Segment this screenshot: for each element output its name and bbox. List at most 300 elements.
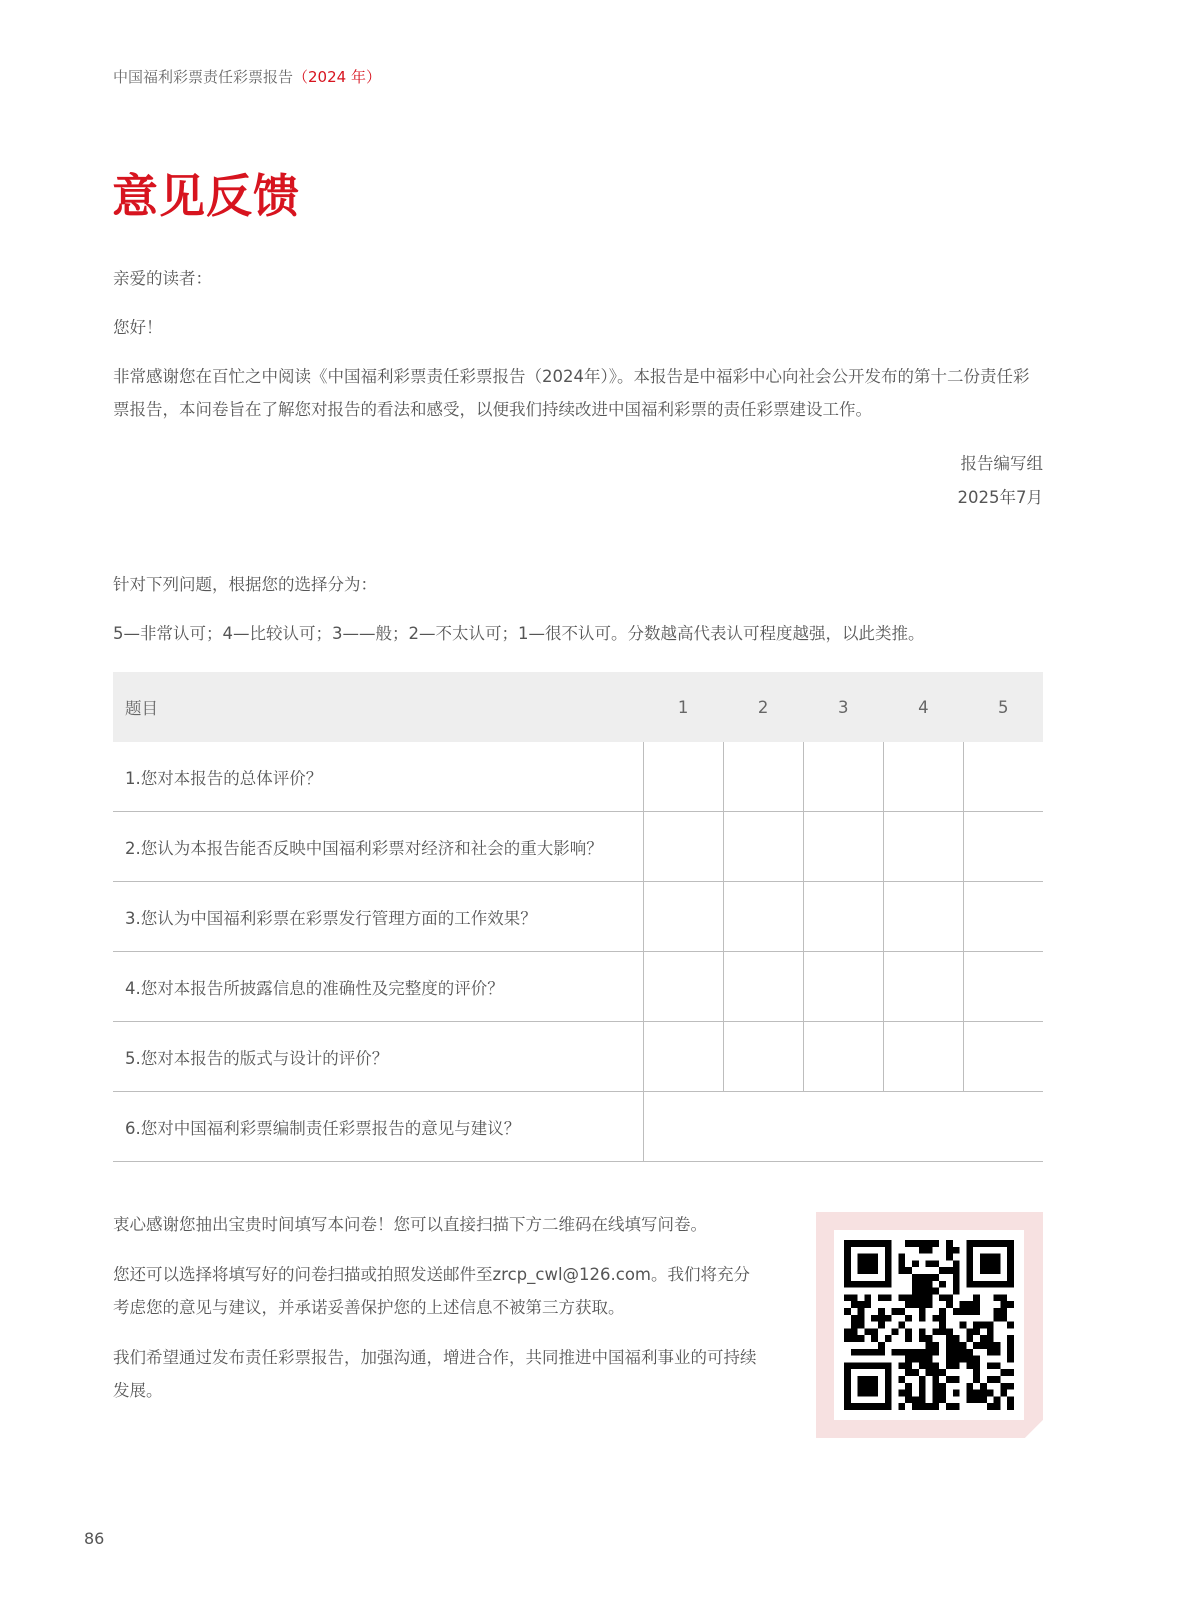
qr-module	[939, 1267, 946, 1274]
qr-module	[926, 1335, 933, 1342]
score-cell[interactable]	[803, 1022, 883, 1092]
qr-module	[1007, 1240, 1014, 1247]
qr-module	[905, 1369, 912, 1376]
qr-module	[973, 1376, 980, 1383]
qr-module	[926, 1281, 933, 1288]
qr-module	[932, 1396, 939, 1403]
qr-module	[973, 1328, 980, 1335]
qr-module	[960, 1322, 967, 1329]
qr-module	[939, 1383, 946, 1390]
qr-module	[912, 1274, 919, 1281]
qr-module	[973, 1240, 980, 1247]
score-cell[interactable]	[963, 1022, 1043, 1092]
qr-module	[885, 1294, 892, 1301]
qr-module	[953, 1274, 960, 1281]
qr-module	[878, 1349, 885, 1356]
qr-module	[905, 1349, 912, 1356]
qr-module	[851, 1335, 858, 1342]
qr-module	[844, 1390, 851, 1397]
qr-module	[926, 1369, 933, 1376]
qr-module	[912, 1281, 919, 1288]
qr-module	[1007, 1274, 1014, 1281]
qr-module	[946, 1356, 953, 1363]
qr-module	[864, 1403, 871, 1410]
qr-module	[973, 1294, 980, 1301]
qr-module	[973, 1308, 980, 1315]
question-2: 2.您认为本报告能否反映中国福利彩票对经济和社会的重大影响？	[113, 812, 643, 882]
qr-module	[898, 1254, 905, 1261]
qr-module	[1007, 1260, 1014, 1267]
qr-module	[919, 1349, 926, 1356]
qr-module	[898, 1349, 905, 1356]
table-row	[113, 812, 1043, 882]
score-header-3: 3	[803, 672, 883, 742]
qr-module	[946, 1362, 953, 1369]
qr-module	[912, 1356, 919, 1363]
qr-module	[966, 1362, 973, 1369]
qr-module	[871, 1281, 878, 1288]
qr-module	[851, 1322, 858, 1329]
qr-module	[926, 1240, 933, 1247]
qr-module	[885, 1260, 892, 1267]
qr-module	[960, 1349, 967, 1356]
qr-module	[919, 1328, 926, 1335]
qr-module	[946, 1247, 953, 1254]
survey-table	[113, 672, 1043, 1162]
qr-module	[864, 1260, 871, 1267]
signature-date: 2025年7月	[957, 488, 1043, 507]
qr-module	[980, 1383, 987, 1390]
qr-module	[844, 1362, 851, 1369]
qr-module	[980, 1322, 987, 1329]
qr-module	[926, 1403, 933, 1410]
qr-module	[953, 1335, 960, 1342]
qr-module	[966, 1260, 973, 1267]
qr-module	[919, 1301, 926, 1308]
question-column-header: 题目	[113, 672, 643, 742]
qr-module	[980, 1342, 987, 1349]
qr-module	[898, 1376, 905, 1383]
qr-module	[994, 1396, 1001, 1403]
qr-module	[1000, 1308, 1007, 1315]
score-cell[interactable]	[723, 882, 803, 952]
qr-module	[939, 1390, 946, 1397]
question-5: 5.您对本报告的版式与设计的评价？	[113, 1022, 643, 1092]
qr-module	[953, 1281, 960, 1288]
closing-paragraph-3: 我们希望通过发布责任彩票报告，加强沟通，增进合作，共同推进中国福利事业的可持续发展。	[113, 1348, 757, 1400]
qr-module	[1007, 1383, 1014, 1390]
qr-module	[905, 1390, 912, 1397]
qr-module	[946, 1342, 953, 1349]
qr-module	[892, 1349, 899, 1356]
qr-module	[932, 1376, 939, 1383]
qr-module	[898, 1362, 905, 1369]
qr-module	[946, 1267, 953, 1274]
table-row	[113, 952, 1043, 1022]
qr-module	[994, 1315, 1001, 1322]
score-cell[interactable]	[883, 812, 963, 882]
qr-module	[980, 1267, 987, 1274]
qr-module	[885, 1267, 892, 1274]
qr-module	[980, 1254, 987, 1261]
qr-module	[946, 1294, 953, 1301]
qr-module	[939, 1315, 946, 1322]
question-1: 1.您对本报告的总体评价？	[113, 742, 643, 812]
qr-module	[912, 1260, 919, 1267]
qr-module	[844, 1403, 851, 1410]
score-cell[interactable]	[803, 742, 883, 812]
qr-module	[912, 1369, 919, 1376]
qr-module	[919, 1383, 926, 1390]
qr-module	[864, 1376, 871, 1383]
qr-module	[871, 1362, 878, 1369]
qr-module	[1007, 1301, 1014, 1308]
qr-module	[871, 1335, 878, 1342]
closing-paragraph-1: 衷心感谢您抽出宝贵时间填写本问卷！您可以直接扫描下方二维码在线填写问卷。	[113, 1215, 707, 1234]
instructions-line2: 5—非常认可；4—比较认可；3——般；2—不太认可；1—很不认可。分数越高代表认可程度越强，以此类推。	[113, 624, 925, 643]
qr-module	[898, 1260, 905, 1267]
running-header	[113, 66, 381, 87]
qr-module	[994, 1403, 1001, 1410]
qr-module	[885, 1315, 892, 1322]
qr-module	[844, 1274, 851, 1281]
header-title: 中国福利彩票责任彩票报告	[113, 68, 294, 86]
qr-module	[905, 1328, 912, 1335]
qr-module	[864, 1281, 871, 1288]
qr-module	[926, 1288, 933, 1295]
qr-module	[966, 1281, 973, 1288]
qr-module	[953, 1247, 960, 1254]
qr-module	[953, 1260, 960, 1267]
score-cell[interactable]	[643, 1022, 723, 1092]
qr-module	[844, 1328, 851, 1335]
qr-module	[919, 1294, 926, 1301]
qr-module	[987, 1335, 994, 1342]
qr-module	[946, 1335, 953, 1342]
qr-module	[905, 1335, 912, 1342]
table-row	[113, 1092, 1043, 1162]
qr-module	[939, 1308, 946, 1315]
qr-module	[885, 1403, 892, 1410]
qr-module	[844, 1383, 851, 1390]
qr-module	[973, 1362, 980, 1369]
qr-module	[932, 1403, 939, 1410]
qr-module	[871, 1315, 878, 1322]
qr-module	[844, 1240, 851, 1247]
qr-module	[858, 1390, 865, 1397]
score-cell[interactable]	[643, 742, 723, 812]
qr-module	[1000, 1294, 1007, 1301]
qr-module	[987, 1342, 994, 1349]
question-4: 4.您对本报告所披露信息的准确性及完整度的评价？	[113, 952, 643, 1022]
qr-module	[966, 1254, 973, 1261]
table-row	[113, 742, 1043, 812]
qr-module	[994, 1362, 1001, 1369]
qr-module	[858, 1376, 865, 1383]
qr-module	[966, 1274, 973, 1281]
qr-module	[946, 1349, 953, 1356]
qr-module	[1007, 1356, 1014, 1363]
closing-section	[113, 1208, 763, 1424]
qr-module	[932, 1288, 939, 1295]
score-cell[interactable]	[963, 812, 1043, 882]
qr-module	[932, 1362, 939, 1369]
qr-module	[994, 1240, 1001, 1247]
signature-org: 报告编写组	[960, 454, 1043, 473]
qr-module	[932, 1369, 939, 1376]
qr-module	[966, 1356, 973, 1363]
qr-module	[1007, 1335, 1014, 1342]
qr-module	[864, 1254, 871, 1261]
qr-module	[919, 1308, 926, 1315]
qr-module	[946, 1403, 953, 1410]
qr-module	[919, 1362, 926, 1369]
qr-module	[1007, 1342, 1014, 1349]
qr-module	[905, 1240, 912, 1247]
qr-module	[953, 1288, 960, 1295]
qr-module	[919, 1240, 926, 1247]
qr-module	[1000, 1369, 1007, 1376]
qr-module	[844, 1260, 851, 1267]
qr-module	[939, 1396, 946, 1403]
qr-module	[939, 1294, 946, 1301]
score-cell[interactable]	[803, 882, 883, 952]
qr-module	[858, 1349, 865, 1356]
qr-module	[858, 1322, 865, 1329]
qr-module	[932, 1315, 939, 1322]
qr-module	[858, 1362, 865, 1369]
qr-module	[898, 1403, 905, 1410]
qr-module	[912, 1288, 919, 1295]
score-header-5: 5	[963, 672, 1043, 742]
qr-module	[851, 1281, 858, 1288]
qr-module	[1007, 1322, 1014, 1329]
qr-module	[926, 1349, 933, 1356]
qr-module	[844, 1369, 851, 1376]
qr-module	[1007, 1403, 1014, 1410]
qr-module	[960, 1342, 967, 1349]
qr-module	[953, 1342, 960, 1349]
score-cell[interactable]	[803, 812, 883, 882]
qr-module	[858, 1301, 865, 1308]
qr-module	[966, 1383, 973, 1390]
qr-module	[898, 1390, 905, 1397]
qr-module	[912, 1349, 919, 1356]
score-cell[interactable]	[963, 952, 1043, 1022]
qr-module	[912, 1396, 919, 1403]
qr-module	[987, 1362, 994, 1369]
qr-module	[905, 1294, 912, 1301]
qr-module	[987, 1322, 994, 1329]
qr-module	[844, 1247, 851, 1254]
qr-module	[892, 1328, 899, 1335]
qr-module	[980, 1390, 987, 1397]
qr-module	[932, 1260, 939, 1267]
qr-module	[878, 1362, 885, 1369]
qr-module	[953, 1267, 960, 1274]
qr-module	[858, 1240, 865, 1247]
qr-module	[898, 1294, 905, 1301]
qr-module	[1000, 1240, 1007, 1247]
qr-module	[953, 1390, 960, 1397]
qr-module	[912, 1301, 919, 1308]
qr-module	[1000, 1301, 1007, 1308]
qr-module	[878, 1342, 885, 1349]
qr-module	[919, 1390, 926, 1397]
qr-module	[858, 1403, 865, 1410]
qr-module	[987, 1376, 994, 1383]
qr-module	[885, 1396, 892, 1403]
qr-module	[871, 1328, 878, 1335]
qr-module	[851, 1403, 858, 1410]
qr-module	[939, 1328, 946, 1335]
qr-module	[932, 1390, 939, 1397]
qr-module	[966, 1390, 973, 1397]
score-cell[interactable]	[883, 952, 963, 1022]
qr-module	[973, 1281, 980, 1288]
table-row	[113, 882, 1043, 952]
qr-module	[966, 1247, 973, 1254]
qr-module	[987, 1254, 994, 1261]
qr-module	[994, 1342, 1001, 1349]
qr-code-icon[interactable]	[834, 1230, 1024, 1420]
qr-module	[844, 1267, 851, 1274]
score-header-1: 1	[643, 672, 723, 742]
qr-module	[1007, 1369, 1014, 1376]
qr-module	[980, 1396, 987, 1403]
qr-module	[973, 1342, 980, 1349]
qr-module	[987, 1390, 994, 1397]
qr-module	[885, 1369, 892, 1376]
qr-module	[973, 1301, 980, 1308]
score-cell[interactable]	[723, 812, 803, 882]
score-cell[interactable]	[723, 1022, 803, 1092]
score-cell[interactable]	[963, 882, 1043, 952]
qr-module	[864, 1383, 871, 1390]
table-row	[113, 1022, 1043, 1092]
score-header-2: 2	[723, 672, 803, 742]
qr-module	[878, 1240, 885, 1247]
qr-module	[858, 1308, 865, 1315]
qr-module	[919, 1356, 926, 1363]
qr-module	[905, 1362, 912, 1369]
page-title: 意见反馈	[112, 169, 300, 223]
qr-module	[973, 1369, 980, 1376]
qr-module	[905, 1356, 912, 1363]
qr-module	[851, 1315, 858, 1322]
qr-module	[844, 1254, 851, 1261]
qr-module	[851, 1301, 858, 1308]
qr-module	[864, 1349, 871, 1356]
qr-module	[851, 1349, 858, 1356]
score-cell[interactable]	[643, 952, 723, 1022]
qr-module	[885, 1362, 892, 1369]
qr-module	[953, 1356, 960, 1363]
qr-module	[987, 1349, 994, 1356]
qr-module	[987, 1240, 994, 1247]
qr-module	[864, 1390, 871, 1397]
qr-module	[1007, 1349, 1014, 1356]
qr-module	[844, 1281, 851, 1288]
qr-module	[966, 1349, 973, 1356]
qr-module	[960, 1356, 967, 1363]
qr-module	[987, 1328, 994, 1335]
score-cell[interactable]	[963, 742, 1043, 812]
qr-module	[919, 1315, 926, 1322]
score-cell[interactable]	[883, 1022, 963, 1092]
qr-module	[905, 1315, 912, 1322]
qr-module	[966, 1396, 973, 1403]
qr-module	[926, 1362, 933, 1369]
greeting: 亲爱的读者：	[113, 269, 212, 288]
qr-module	[946, 1240, 953, 1247]
qr-module	[851, 1294, 858, 1301]
qr-module	[994, 1260, 1001, 1267]
qr-module	[851, 1362, 858, 1369]
qr-module	[939, 1281, 946, 1288]
qr-module	[905, 1301, 912, 1308]
score-cell[interactable]	[883, 742, 963, 812]
qr-module	[973, 1390, 980, 1397]
score-cell[interactable]	[723, 952, 803, 1022]
question-6: 6.您对中国福利彩票编制责任彩票报告的意见与建议？	[113, 1092, 643, 1162]
score-cell[interactable]	[803, 952, 883, 1022]
qr-module	[980, 1335, 987, 1342]
qr-module	[926, 1247, 933, 1254]
suggestion-cell[interactable]	[643, 1092, 1043, 1162]
qr-module	[871, 1260, 878, 1267]
qr-module	[932, 1342, 939, 1349]
qr-module	[858, 1267, 865, 1274]
qr-module	[871, 1383, 878, 1390]
instructions-line1: 针对下列问题，根据您的选择分为：	[113, 575, 377, 594]
qr-module	[864, 1267, 871, 1274]
qr-module	[946, 1254, 953, 1261]
qr-module	[953, 1403, 960, 1410]
qr-module	[994, 1267, 1001, 1274]
qr-module	[878, 1281, 885, 1288]
score-cell[interactable]	[643, 812, 723, 882]
qr-module	[912, 1240, 919, 1247]
qr-module	[858, 1315, 865, 1322]
qr-module	[898, 1308, 905, 1315]
qr-module	[878, 1294, 885, 1301]
qr-module	[844, 1308, 851, 1315]
qr-module	[858, 1383, 865, 1390]
hello: 您好！	[113, 318, 163, 337]
qr-module	[851, 1240, 858, 1247]
score-cell[interactable]	[643, 882, 723, 952]
qr-module	[864, 1328, 871, 1335]
score-cell[interactable]	[723, 742, 803, 812]
score-cell[interactable]	[883, 882, 963, 952]
qr-module	[926, 1294, 933, 1301]
qr-module	[885, 1247, 892, 1254]
qr-module	[858, 1254, 865, 1261]
qr-module	[858, 1335, 865, 1342]
closing-paragraph-2: 您还可以选择将填写好的问卷扫描或拍照发送邮件至zrcp_cwl@126.com。我们将充分考虑您的意见与建议，并承诺妥善保护您的上述信息不被第三方获取。	[113, 1265, 751, 1317]
qr-module	[926, 1301, 933, 1308]
qr-module	[919, 1335, 926, 1342]
qr-module	[932, 1274, 939, 1281]
qr-module	[912, 1403, 919, 1410]
qr-module	[919, 1403, 926, 1410]
qr-module	[960, 1301, 967, 1308]
qr-module	[892, 1308, 899, 1315]
survey-header-row	[113, 672, 1043, 742]
qr-module	[885, 1240, 892, 1247]
qr-module	[898, 1267, 905, 1274]
